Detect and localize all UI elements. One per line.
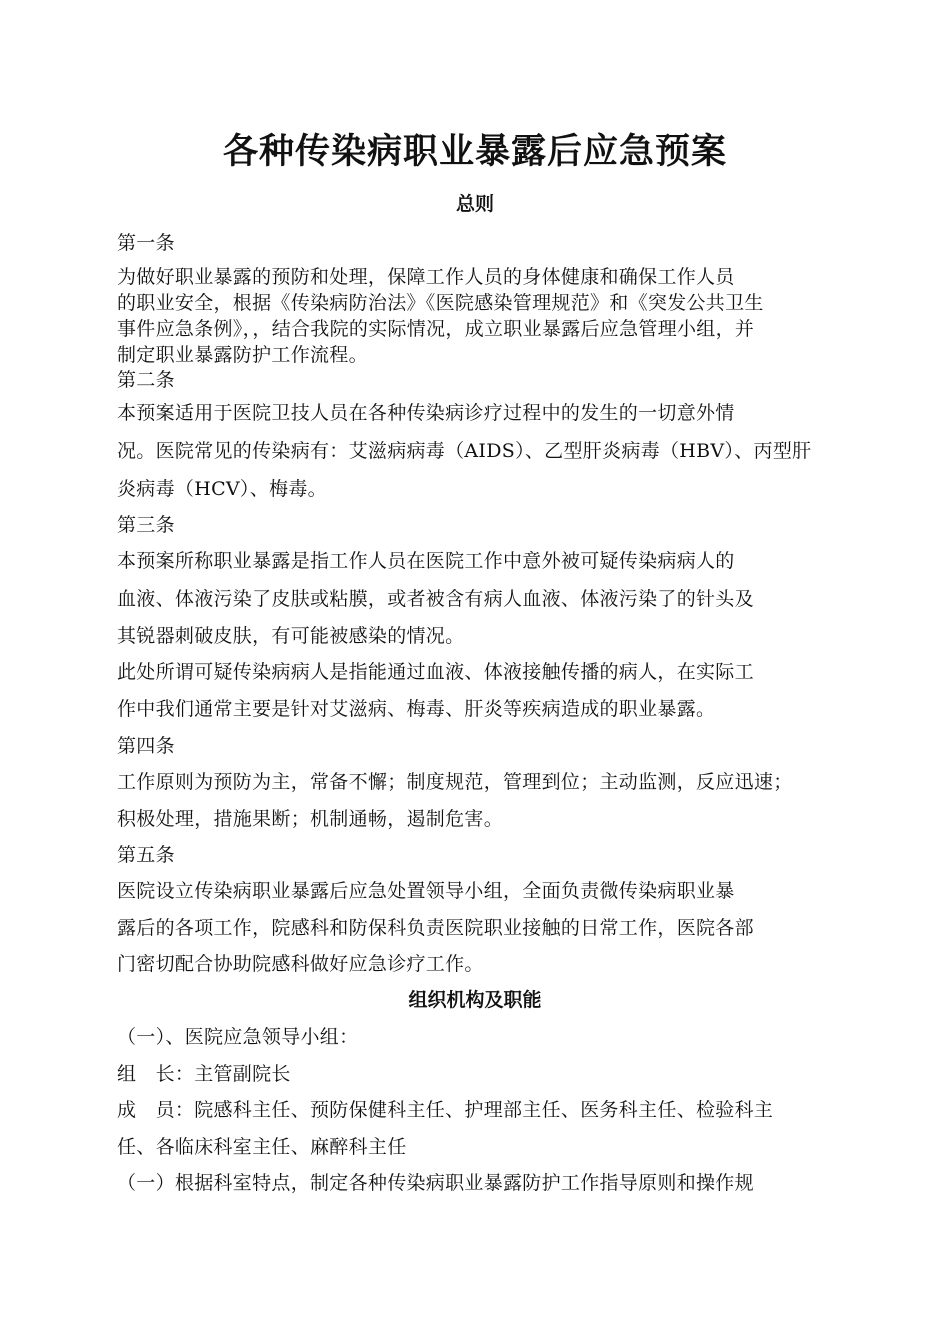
article-label: 第五条 — [117, 844, 175, 866]
paragraph-line: 医院设立传染病职业暴露后应急处置领导小组，全面负责微传染病职业暴 — [117, 880, 735, 902]
paragraph-line: 此处所谓可疑传染病病人是指能通过血液、体液接触传播的病人，在实际工 — [117, 661, 754, 683]
paragraph-line: 血液、体液污染了皮肤或粘膜，或者被含有病人血液、体液污染了的针头及 — [117, 588, 754, 610]
paragraph-line: 为做好职业暴露的预防和处理，保障工作人员的身体健康和确保工作人员 — [117, 266, 735, 288]
paragraph-line: 本预案所称职业暴露是指工作人员在医院工作中意外被可疑传染病病人的 — [117, 550, 735, 572]
paragraph-line: （一）、医院应急领导小组： — [117, 1026, 359, 1048]
paragraph-line: 的职业安全，根据《传染病防治法》《医院感染管理规范》和《突发公共卫生 — [117, 292, 764, 314]
paragraph-line: 其锐器刺破皮肤，有可能被感染的情况。 — [117, 625, 465, 647]
article-label: 第三条 — [117, 514, 175, 536]
paragraph-line: 组 长：主管副院长 — [117, 1063, 291, 1085]
paragraph-line: 成 员：院感科主任、预防保健科主任、护理部主任、医务科主任、检验科主 — [117, 1099, 774, 1121]
paragraph-line: 事件应急条例》，，结合我院的实际情况，成立职业暴露后应急管理小组，并 — [117, 318, 755, 340]
section-heading-organization: 组织机构及职能 — [408, 989, 542, 1011]
paragraph-line: 况。医院常见的传染病有：艾滋病病毒（AIDS）、乙型肝炎病毒（HBV）、丙型肝 — [117, 440, 812, 462]
paragraph-line: 任、各临床科室主任、麻醉科主任 — [117, 1136, 407, 1158]
section-heading-general: 总则 — [455, 193, 494, 215]
article-label: 第四条 — [117, 735, 175, 757]
paragraph-line: （一）根据科室特点，制定各种传染病职业暴露防护工作指导原则和操作规 — [117, 1172, 754, 1194]
article-label: 第二条 — [117, 369, 175, 391]
paragraph-line: 门密切配合协助院感科做好应急诊疗工作。 — [117, 953, 484, 975]
paragraph-line: 炎病毒（HCV）、梅毒。 — [117, 478, 327, 500]
paragraph-line: 作中我们通常主要是针对艾滋病、梅毒、肝炎等疾病造成的职业暴露。 — [117, 698, 716, 720]
paragraph-line: 工作原则为预防为主，常备不懈；制度规范，管理到位；主动监测，反应迅速； — [117, 771, 793, 793]
paragraph-line: 制定职业暴露防护工作流程。 — [117, 344, 368, 366]
article-label: 第一条 — [117, 232, 175, 254]
document-title: 各种传染病职业暴露后应急预案 — [222, 131, 727, 172]
paragraph-line: 本预案适用于医院卫技人员在各种传染病诊疗过程中的发生的一切意外情 — [117, 402, 735, 424]
paragraph-line: 积极处理，措施果断；机制通畅，遏制危害。 — [117, 808, 504, 830]
paragraph-line: 露后的各项工作，院感科和防保科负责医院职业接触的日常工作，医院各部 — [117, 917, 754, 939]
